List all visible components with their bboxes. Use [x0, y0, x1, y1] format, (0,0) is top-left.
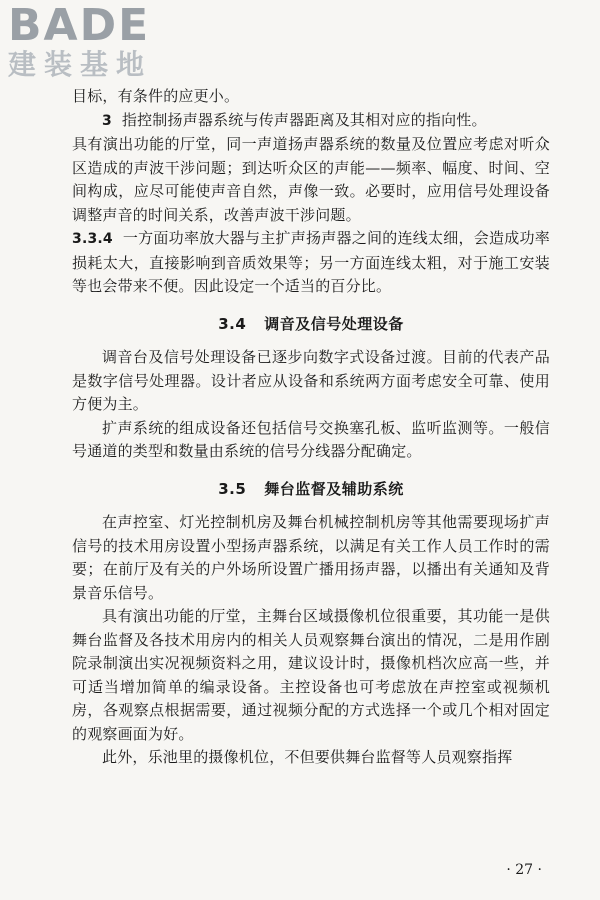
clause-3-3-4 [72, 227, 550, 299]
section-3-4-paragraph-1: 调音台及信号处理设备已逐步向数字式设备过渡。目前的代表产品是数字信号处理器。设计者应从设备和系统两方面考虑安全可靠、使用方便为主。 [72, 348, 550, 413]
item-3-body: 具有演出功能的厅堂，同一声道扬声器系统的数量及位置应考虑对听众区造成的声波干涉问题；到达听众区的声能——频率、幅度、时间、空间构成，应尽可能使声音自然，声像一致。必要时，应用信号处理设备调整声音的时间关系，改善声波干涉问题。 [72, 135, 550, 224]
section-3-5-heading [72, 478, 550, 502]
section-3-5-paragraph-3: 此外，乐池里的摄像机位，不但要供舞台监督等人员观察指挥 [102, 748, 513, 766]
section-3-4-heading [72, 313, 550, 337]
page-number: · 27 · [506, 862, 542, 878]
section-3-5-paragraph-2: 具有演出功能的厅堂，主舞台区域摄像机位很重要，其功能一是供舞台监督及各技术用房内的相关人员观察舞台演出的情况，二是用作剧院录制演出实况视频资料之用，建议设计时，摄像机档次应高一些，并可适当增加简单的编录设备。主控设备也可考虑放在声控室或视频机房，各观察点根据需要，通过视频分配的方式选择一个或几个相对固定的观察画面为好。 [72, 607, 550, 743]
section-3-5-title: 舞台监督及辅助系统 [264, 479, 404, 498]
watermark-brand: BADE [8, 0, 151, 51]
section-3-5-number: 3.5 [218, 479, 247, 498]
item-3-number: 3 [102, 112, 112, 129]
watermark-subtitle: 建装基地 [8, 48, 153, 81]
clause-3-3-4-number: 3.3.4 [72, 231, 113, 247]
item-3-heading [72, 109, 550, 134]
watermark-logo [8, 0, 153, 82]
section-3-4-number: 3.4 [218, 314, 247, 333]
clause-3-3-4-text: 一方面功率放大器与主扩声扬声器之间的连线太细，会造成功率损耗太大，直接影响到音质效果等；另一方面连线太粗，对于施工安装等也会带来不便。因此设定一个适当的百分比。 [72, 229, 550, 295]
intro-line: 目标，有条件的应更小。 [72, 87, 240, 105]
section-3-4-title: 调音及信号处理设备 [264, 314, 404, 333]
section-3-4-paragraph-2: 扩声系统的组成设备还包括信号交换塞孔板、监听监测等。一般信号通道的类型和数量由系统的信号分线器分配确定。 [72, 418, 550, 460]
item-3-title: 指控制扬声器系统与传声器距离及其相对应的指向性。 [121, 110, 487, 129]
section-3-5-paragraph-1: 在声控室、灯光控制机房及舞台机械控制机房等其他需要现场扩声信号的技术用房设置小型扬声器系统，以满足有关工作人员工作时的需要；在前厅及有关的户外场所设置广播用扬声器，以播出有关通知及背景音乐信号。 [72, 513, 550, 602]
page-body [72, 85, 550, 770]
